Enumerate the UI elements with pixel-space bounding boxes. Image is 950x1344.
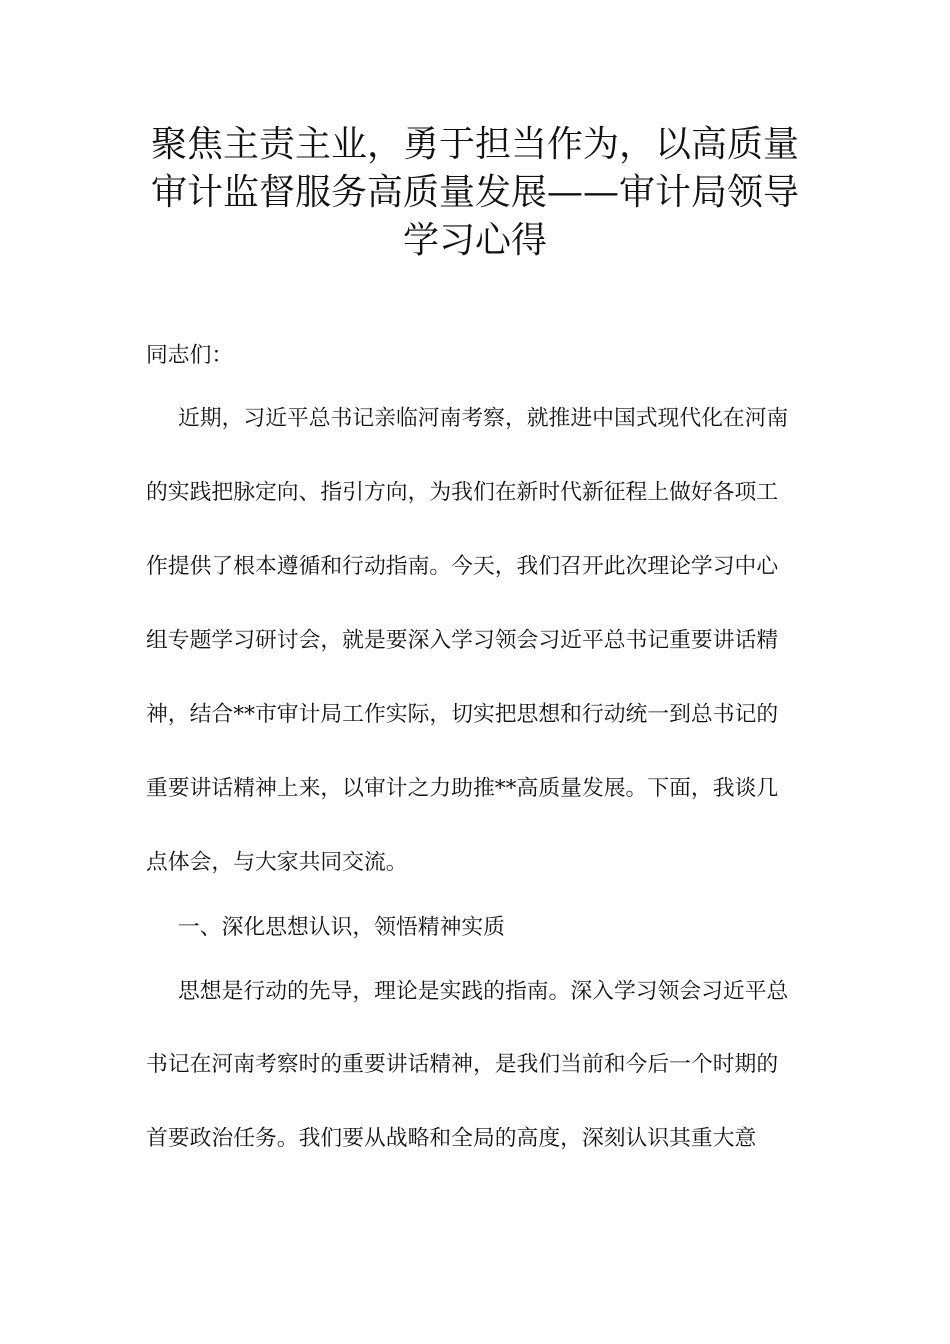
text-line: 思想是行动的先导，理论是实践的指南。深入学习领会习近平总 xyxy=(178,979,789,1004)
title-line: 聚焦主责主业，勇于担当作为，以高质量 xyxy=(150,124,799,165)
salutation: 同志们： xyxy=(146,343,234,368)
text-line: 点体会，与大家共同交流。 xyxy=(146,850,408,875)
text-line: 作提供了根本遵循和行动指南。今天，我们召开此次理论学习中心 xyxy=(146,554,779,579)
title-line: 审计监督服务高质量发展——审计局领导 xyxy=(150,172,799,213)
section-heading: 一、深化思想认识，领悟精神实质 xyxy=(178,915,505,940)
text-line: 的实践把脉定向、指引方向，为我们在新时代新征程上做好各项工 xyxy=(146,480,779,505)
text-line: 首要政治任务。我们要从战略和全局的高度，深刻认识其重大意 xyxy=(146,1126,757,1151)
text-line: 重要讲话精神上来，以审计之力助推**高质量发展。下面，我谈几 xyxy=(146,776,779,801)
title-line: 学习心得 xyxy=(402,220,547,261)
text-line: 近期，习近平总书记亲临河南考察，就推进中国式现代化在河南 xyxy=(178,406,789,431)
text-line: 组专题学习研讨会，就是要深入学习领会习近平总书记重要讲话精 xyxy=(146,628,779,653)
text-line: 神，结合**市审计局工作实际，切实把思想和行动统一到总书记的 xyxy=(146,702,779,727)
text-line: 书记在河南考察时的重要讲话精神，是我们当前和今后一个时期的 xyxy=(146,1052,779,1077)
